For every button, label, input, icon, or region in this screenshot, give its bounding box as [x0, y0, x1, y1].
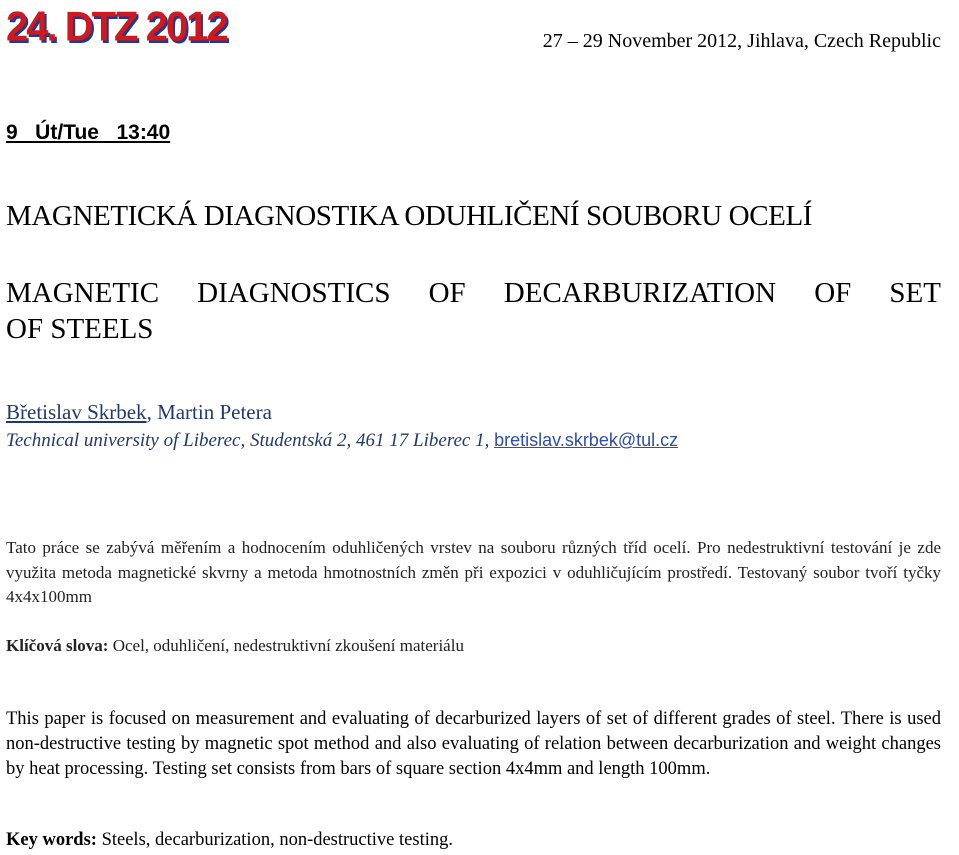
title-czech: MAGNETICKÁ DIAGNOSTIKA ODUHLIČENÍ SOUBORU OCELÍ	[6, 200, 813, 232]
title-english-line2: OF STEELS	[6, 313, 154, 345]
keywords-english	[6, 830, 453, 851]
title-english-word: SET	[889, 277, 941, 309]
abstract-english: This paper is focused on measurement and evaluating of decarburized layers of set of different grades of steel. There is used non-destructive testing by magnetic spot method and also evaluating of relation between decarburization and weight changes by heat processing. Testing set consists from bars of square section 4x4mm and length 100mm.	[6, 709, 941, 779]
title-english-word: OF	[428, 277, 466, 309]
affiliation: Technical university of Liberec, Studentská 2, 461 17 Liberec 1,	[6, 430, 495, 451]
conference-logo	[6, 4, 227, 54]
title-english	[6, 275, 941, 347]
title-english-line1	[6, 275, 941, 311]
title-english-word: MAGNETIC	[6, 277, 160, 309]
title-english-word: DECARBURIZATION	[503, 277, 777, 309]
keywords-english-text: Steels, decarburization, non-destructive testing.	[96, 830, 453, 850]
keywords-czech	[6, 636, 464, 656]
co-author: Martin Petera	[157, 400, 272, 424]
affiliation-line	[6, 430, 678, 452]
logo-text: 24. DTZ 2012	[6, 3, 227, 51]
keywords-english-label: Key words:	[6, 830, 97, 850]
author-list	[6, 400, 272, 425]
main-author: Břetislav Skrbek	[6, 400, 147, 424]
session-heading: 9 Út/Tue 13:40	[6, 121, 171, 144]
abstract-czech: Tato práce se zabývá měřením a hodnocením oduhličených vrstev na souboru různých tříd ocelí. Pro nedestruktivní testování je zde využita metoda magnetické skvrny a metoda hmotnostních změn při expozici v oduhličujícím prostředí. Testovaný soubor tvoří tyčky 4x4x100mm	[6, 538, 941, 606]
conference-date: 27 – 29 November 2012, Jihlava, Czech Republic	[542, 30, 941, 52]
title-english-word: OF	[814, 277, 852, 309]
author-separator: ,	[146, 400, 158, 424]
email-link[interactable]: bretislav.skrbek@tul.cz	[494, 430, 679, 450]
keywords-czech-text: Ocel, oduhličení, nedestruktivní zkoušení materiálu	[108, 636, 464, 655]
keywords-czech-label: Klíčová slova:	[6, 636, 109, 655]
title-english-word: DIAGNOSTICS	[197, 277, 391, 309]
